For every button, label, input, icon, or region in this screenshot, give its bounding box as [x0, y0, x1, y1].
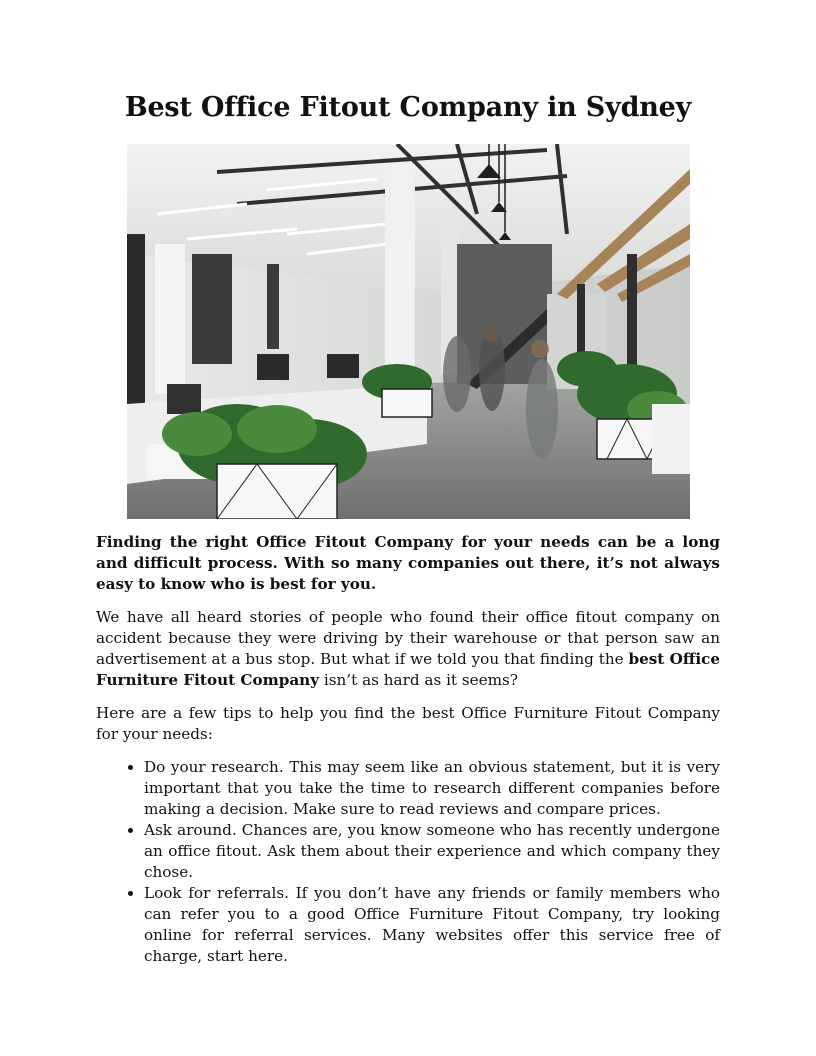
list-item: • Look for referrals. If you don’t have any friends or family members who can refer you to a good Office Furniture Fitout Company, try looking online for referral services. Many websites offer this service free of charge, start here. — [144, 883, 720, 967]
intro-paragraph: Finding the right Office Fitout Company for your needs can be a long and difficult process. With so many companies out there, it’s not always easy to know who is best for you. — [96, 533, 720, 593]
tips-list — [96, 757, 720, 967]
office-interior-photo — [127, 144, 690, 519]
list-item: • Do your research. This may seem like an obvious statement, but it is very important that you take the time to research different companies before making a decision. Make sure to read reviews and compare prices. — [144, 757, 720, 820]
paragraph-2: Here are a few tips to help you find the best Office Furniture Fitout Company for your needs: — [96, 704, 720, 743]
paragraph-1-text-start: We have all heard stories of people who found their office fitout company on accident because they were driving by their warehouse or that person saw an advertisement at a bus stop. But what if we told you that finding the — [96, 608, 720, 668]
paragraph-1-bold: best Office Furniture Fitout Company — [96, 650, 720, 689]
paragraph-1 — [96, 607, 720, 691]
article-body — [96, 532, 720, 967]
paragraph-1-text-end: isn’t as hard as it seems? — [319, 671, 518, 689]
list-item: • Ask around. Chances are, you know someone who has recently undergone an office fitout. Ask them about their experience and which company they chose. — [144, 820, 720, 883]
page-title: Best Office Fitout Company in Sydney — [124, 92, 692, 123]
